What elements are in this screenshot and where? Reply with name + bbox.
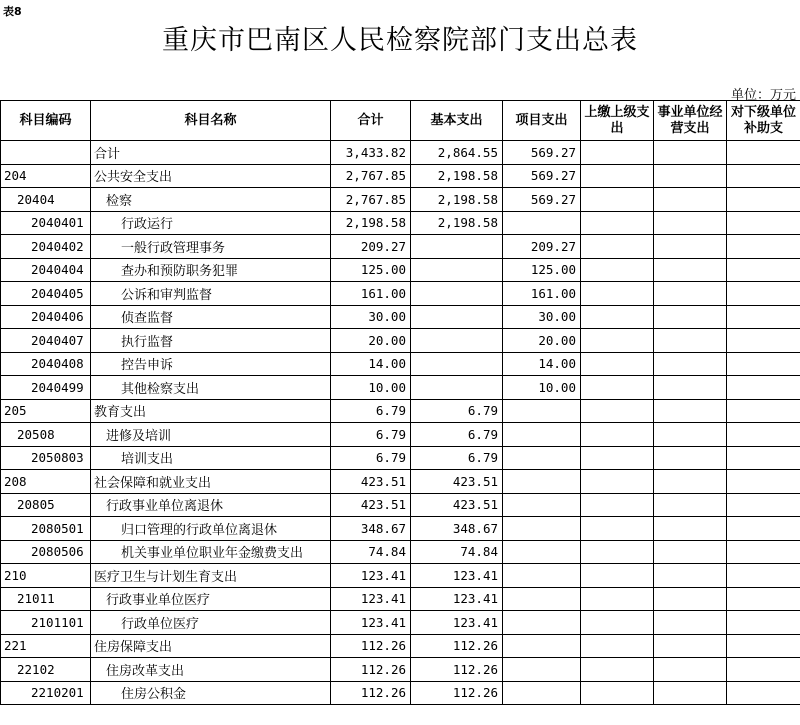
cell-name: 教育支出 <box>91 399 331 423</box>
cell-subsidy-lower <box>727 164 800 188</box>
table-row <box>1 211 800 235</box>
cell-code: 205 <box>1 399 91 423</box>
cell-project <box>503 493 581 517</box>
cell-project: 20.00 <box>503 329 581 353</box>
cell-business-op <box>654 164 727 188</box>
cell-basic: 2,198.58 <box>411 164 503 188</box>
cell-remit-superior <box>581 493 654 517</box>
table-row <box>1 587 800 611</box>
cell-basic: 2,198.58 <box>411 211 503 235</box>
header-basic: 基本支出 <box>411 101 503 141</box>
cell-code: 20805 <box>1 493 91 517</box>
cell-business-op <box>654 423 727 447</box>
cell-basic <box>411 258 503 282</box>
table-row <box>1 141 800 165</box>
table-row <box>1 493 800 517</box>
cell-project <box>503 211 581 235</box>
cell-remit-superior <box>581 352 654 376</box>
cell-business-op <box>654 399 727 423</box>
cell-subsidy-lower <box>727 446 800 470</box>
cell-business-op <box>654 376 727 400</box>
cell-business-op <box>654 446 727 470</box>
cell-project: 161.00 <box>503 282 581 306</box>
cell-name: 合计 <box>91 141 331 165</box>
cell-remit-superior <box>581 517 654 541</box>
cell-remit-superior <box>581 658 654 682</box>
cell-code: 2040405 <box>1 282 91 306</box>
table-row <box>1 658 800 682</box>
cell-subsidy-lower <box>727 235 800 259</box>
cell-project: 10.00 <box>503 376 581 400</box>
cell-business-op <box>654 211 727 235</box>
cell-basic: 112.26 <box>411 681 503 705</box>
cell-business-op <box>654 305 727 329</box>
cell-project <box>503 399 581 423</box>
cell-basic: 112.26 <box>411 634 503 658</box>
cell-total: 423.51 <box>331 470 411 494</box>
cell-code: 2101101 <box>1 611 91 635</box>
cell-total: 125.00 <box>331 258 411 282</box>
unit-label: 单位：万元 <box>730 88 796 103</box>
page-title: 重庆市巴南区人民检察院部门支出总表 <box>162 25 638 56</box>
cell-name: 行政事业单位医疗 <box>91 587 331 611</box>
cell-subsidy-lower <box>727 564 800 588</box>
header-total: 合计 <box>331 101 411 141</box>
cell-business-op <box>654 681 727 705</box>
cell-subsidy-lower <box>727 141 800 165</box>
cell-code: 2080506 <box>1 540 91 564</box>
cell-basic: 2,198.58 <box>411 188 503 212</box>
cell-code: 2050803 <box>1 446 91 470</box>
table-row <box>1 611 800 635</box>
cell-project: 569.27 <box>503 141 581 165</box>
cell-remit-superior <box>581 211 654 235</box>
table-row <box>1 634 800 658</box>
cell-total: 3,433.82 <box>331 141 411 165</box>
cell-name: 公共安全支出 <box>91 164 331 188</box>
cell-total: 6.79 <box>331 423 411 447</box>
cell-name: 控告申诉 <box>91 352 331 376</box>
cell-code: 2040402 <box>1 235 91 259</box>
cell-basic <box>411 352 503 376</box>
cell-code: 2040499 <box>1 376 91 400</box>
cell-project: 30.00 <box>503 305 581 329</box>
cell-subsidy-lower <box>727 658 800 682</box>
cell-remit-superior <box>581 282 654 306</box>
cell-remit-superior <box>581 446 654 470</box>
cell-name: 侦查监督 <box>91 305 331 329</box>
cell-code: 2040408 <box>1 352 91 376</box>
cell-project: 14.00 <box>503 352 581 376</box>
cell-total: 30.00 <box>331 305 411 329</box>
cell-subsidy-lower <box>727 282 800 306</box>
cell-subsidy-lower <box>727 188 800 212</box>
cell-name: 培训支出 <box>91 446 331 470</box>
cell-name: 其他检察支出 <box>91 376 331 400</box>
cell-total: 123.41 <box>331 611 411 635</box>
cell-subsidy-lower <box>727 634 800 658</box>
cell-business-op <box>654 493 727 517</box>
cell-code: 22102 <box>1 658 91 682</box>
cell-total: 112.26 <box>331 681 411 705</box>
cell-total: 6.79 <box>331 446 411 470</box>
cell-name: 住房保障支出 <box>91 634 331 658</box>
table-row <box>1 446 800 470</box>
cell-basic: 423.51 <box>411 470 503 494</box>
cell-name: 一般行政管理事务 <box>91 235 331 259</box>
cell-name: 行政运行 <box>91 211 331 235</box>
cell-project <box>503 540 581 564</box>
table-row <box>1 681 800 705</box>
cell-remit-superior <box>581 329 654 353</box>
table-row <box>1 470 800 494</box>
cell-name: 行政事业单位离退休 <box>91 493 331 517</box>
cell-basic: 6.79 <box>411 399 503 423</box>
cell-basic <box>411 282 503 306</box>
header-business-op: 事业单位经营支出 <box>654 101 727 141</box>
cell-basic: 123.41 <box>411 611 503 635</box>
cell-project <box>503 587 581 611</box>
cell-project <box>503 611 581 635</box>
cell-subsidy-lower <box>727 517 800 541</box>
table-row <box>1 329 800 353</box>
cell-remit-superior <box>581 188 654 212</box>
cell-project <box>503 470 581 494</box>
cell-basic: 6.79 <box>411 446 503 470</box>
cell-business-op <box>654 564 727 588</box>
cell-subsidy-lower <box>727 470 800 494</box>
cell-business-op <box>654 235 727 259</box>
cell-total: 123.41 <box>331 564 411 588</box>
cell-remit-superior <box>581 376 654 400</box>
cell-total: 423.51 <box>331 493 411 517</box>
cell-name: 行政单位医疗 <box>91 611 331 635</box>
cell-total: 112.26 <box>331 634 411 658</box>
header-row <box>1 101 800 141</box>
cell-basic: 74.84 <box>411 540 503 564</box>
cell-total: 2,198.58 <box>331 211 411 235</box>
cell-business-op <box>654 258 727 282</box>
cell-basic: 123.41 <box>411 564 503 588</box>
cell-basic: 348.67 <box>411 517 503 541</box>
cell-business-op <box>654 282 727 306</box>
cell-name: 医疗卫生与计划生育支出 <box>91 564 331 588</box>
cell-project: 209.27 <box>503 235 581 259</box>
cell-code: 2080501 <box>1 517 91 541</box>
cell-subsidy-lower <box>727 611 800 635</box>
cell-total: 123.41 <box>331 587 411 611</box>
cell-subsidy-lower <box>727 376 800 400</box>
cell-subsidy-lower <box>727 493 800 517</box>
cell-remit-superior <box>581 141 654 165</box>
cell-subsidy-lower <box>727 305 800 329</box>
table-row <box>1 258 800 282</box>
cell-total: 2,767.85 <box>331 164 411 188</box>
cell-project <box>503 423 581 447</box>
cell-subsidy-lower <box>727 681 800 705</box>
header-name: 科目名称 <box>91 101 331 141</box>
cell-remit-superior <box>581 634 654 658</box>
cell-total: 209.27 <box>331 235 411 259</box>
cell-name: 进修及培训 <box>91 423 331 447</box>
table-row <box>1 235 800 259</box>
cell-business-op <box>654 658 727 682</box>
table-row <box>1 423 800 447</box>
cell-business-op <box>654 188 727 212</box>
cell-project <box>503 517 581 541</box>
cell-code: 204 <box>1 164 91 188</box>
cell-project <box>503 681 581 705</box>
cell-remit-superior <box>581 681 654 705</box>
cell-code: 2040406 <box>1 305 91 329</box>
cell-remit-superior <box>581 587 654 611</box>
cell-name: 执行监督 <box>91 329 331 353</box>
cell-remit-superior <box>581 235 654 259</box>
cell-code: 20508 <box>1 423 91 447</box>
cell-name: 公诉和审判监督 <box>91 282 331 306</box>
cell-business-op <box>654 611 727 635</box>
cell-total: 6.79 <box>331 399 411 423</box>
cell-remit-superior <box>581 611 654 635</box>
cell-project <box>503 564 581 588</box>
cell-remit-superior <box>581 164 654 188</box>
cell-business-op <box>654 540 727 564</box>
cell-remit-superior <box>581 423 654 447</box>
table-row <box>1 564 800 588</box>
table-number: 表8 <box>3 5 22 18</box>
cell-remit-superior <box>581 305 654 329</box>
table-row <box>1 352 800 376</box>
cell-subsidy-lower <box>727 258 800 282</box>
cell-subsidy-lower <box>727 352 800 376</box>
cell-code: 21011 <box>1 587 91 611</box>
table-row <box>1 164 800 188</box>
table-row <box>1 376 800 400</box>
cell-subsidy-lower <box>727 329 800 353</box>
cell-project: 569.27 <box>503 188 581 212</box>
cell-name: 社会保障和就业支出 <box>91 470 331 494</box>
cell-remit-superior <box>581 399 654 423</box>
header-code: 科目编码 <box>1 101 91 141</box>
cell-basic: 6.79 <box>411 423 503 447</box>
cell-name: 归口管理的行政单位离退休 <box>91 517 331 541</box>
cell-basic <box>411 305 503 329</box>
cell-code <box>1 141 91 165</box>
cell-name: 查办和预防职务犯罪 <box>91 258 331 282</box>
header-subsidy-lower: 对下级单位补助支 <box>727 101 800 141</box>
table-row <box>1 517 800 541</box>
cell-code: 2210201 <box>1 681 91 705</box>
cell-code: 20404 <box>1 188 91 212</box>
cell-business-op <box>654 587 727 611</box>
cell-business-op <box>654 329 727 353</box>
cell-project: 125.00 <box>503 258 581 282</box>
cell-name: 机关事业单位职业年金缴费支出 <box>91 540 331 564</box>
cell-business-op <box>654 470 727 494</box>
cell-remit-superior <box>581 470 654 494</box>
cell-basic <box>411 235 503 259</box>
expenditure-table <box>0 100 800 705</box>
cell-code: 2040404 <box>1 258 91 282</box>
cell-code: 221 <box>1 634 91 658</box>
cell-basic <box>411 329 503 353</box>
cell-basic: 112.26 <box>411 658 503 682</box>
table-row <box>1 540 800 564</box>
cell-project <box>503 658 581 682</box>
cell-basic: 2,864.55 <box>411 141 503 165</box>
cell-subsidy-lower <box>727 587 800 611</box>
cell-business-op <box>654 517 727 541</box>
cell-code: 2040401 <box>1 211 91 235</box>
cell-business-op <box>654 352 727 376</box>
cell-subsidy-lower <box>727 423 800 447</box>
table-row <box>1 305 800 329</box>
cell-business-op <box>654 141 727 165</box>
header-remit-superior: 上缴上级支出 <box>581 101 654 141</box>
cell-project <box>503 634 581 658</box>
cell-total: 348.67 <box>331 517 411 541</box>
cell-total: 161.00 <box>331 282 411 306</box>
cell-business-op <box>654 634 727 658</box>
cell-total: 10.00 <box>331 376 411 400</box>
cell-remit-superior <box>581 540 654 564</box>
cell-name: 住房公积金 <box>91 681 331 705</box>
cell-basic <box>411 376 503 400</box>
cell-code: 210 <box>1 564 91 588</box>
cell-total: 2,767.85 <box>331 188 411 212</box>
cell-subsidy-lower <box>727 399 800 423</box>
cell-total: 14.00 <box>331 352 411 376</box>
cell-name: 住房改革支出 <box>91 658 331 682</box>
table-row <box>1 282 800 306</box>
header-project: 项目支出 <box>503 101 581 141</box>
cell-name: 检察 <box>91 188 331 212</box>
cell-subsidy-lower <box>727 211 800 235</box>
cell-basic: 423.51 <box>411 493 503 517</box>
table-row <box>1 188 800 212</box>
cell-total: 20.00 <box>331 329 411 353</box>
cell-total: 74.84 <box>331 540 411 564</box>
cell-basic: 123.41 <box>411 587 503 611</box>
cell-subsidy-lower <box>727 540 800 564</box>
cell-code: 2040407 <box>1 329 91 353</box>
cell-code: 208 <box>1 470 91 494</box>
cell-remit-superior <box>581 258 654 282</box>
table-row <box>1 399 800 423</box>
cell-total: 112.26 <box>331 658 411 682</box>
cell-project <box>503 446 581 470</box>
cell-project: 569.27 <box>503 164 581 188</box>
cell-remit-superior <box>581 564 654 588</box>
